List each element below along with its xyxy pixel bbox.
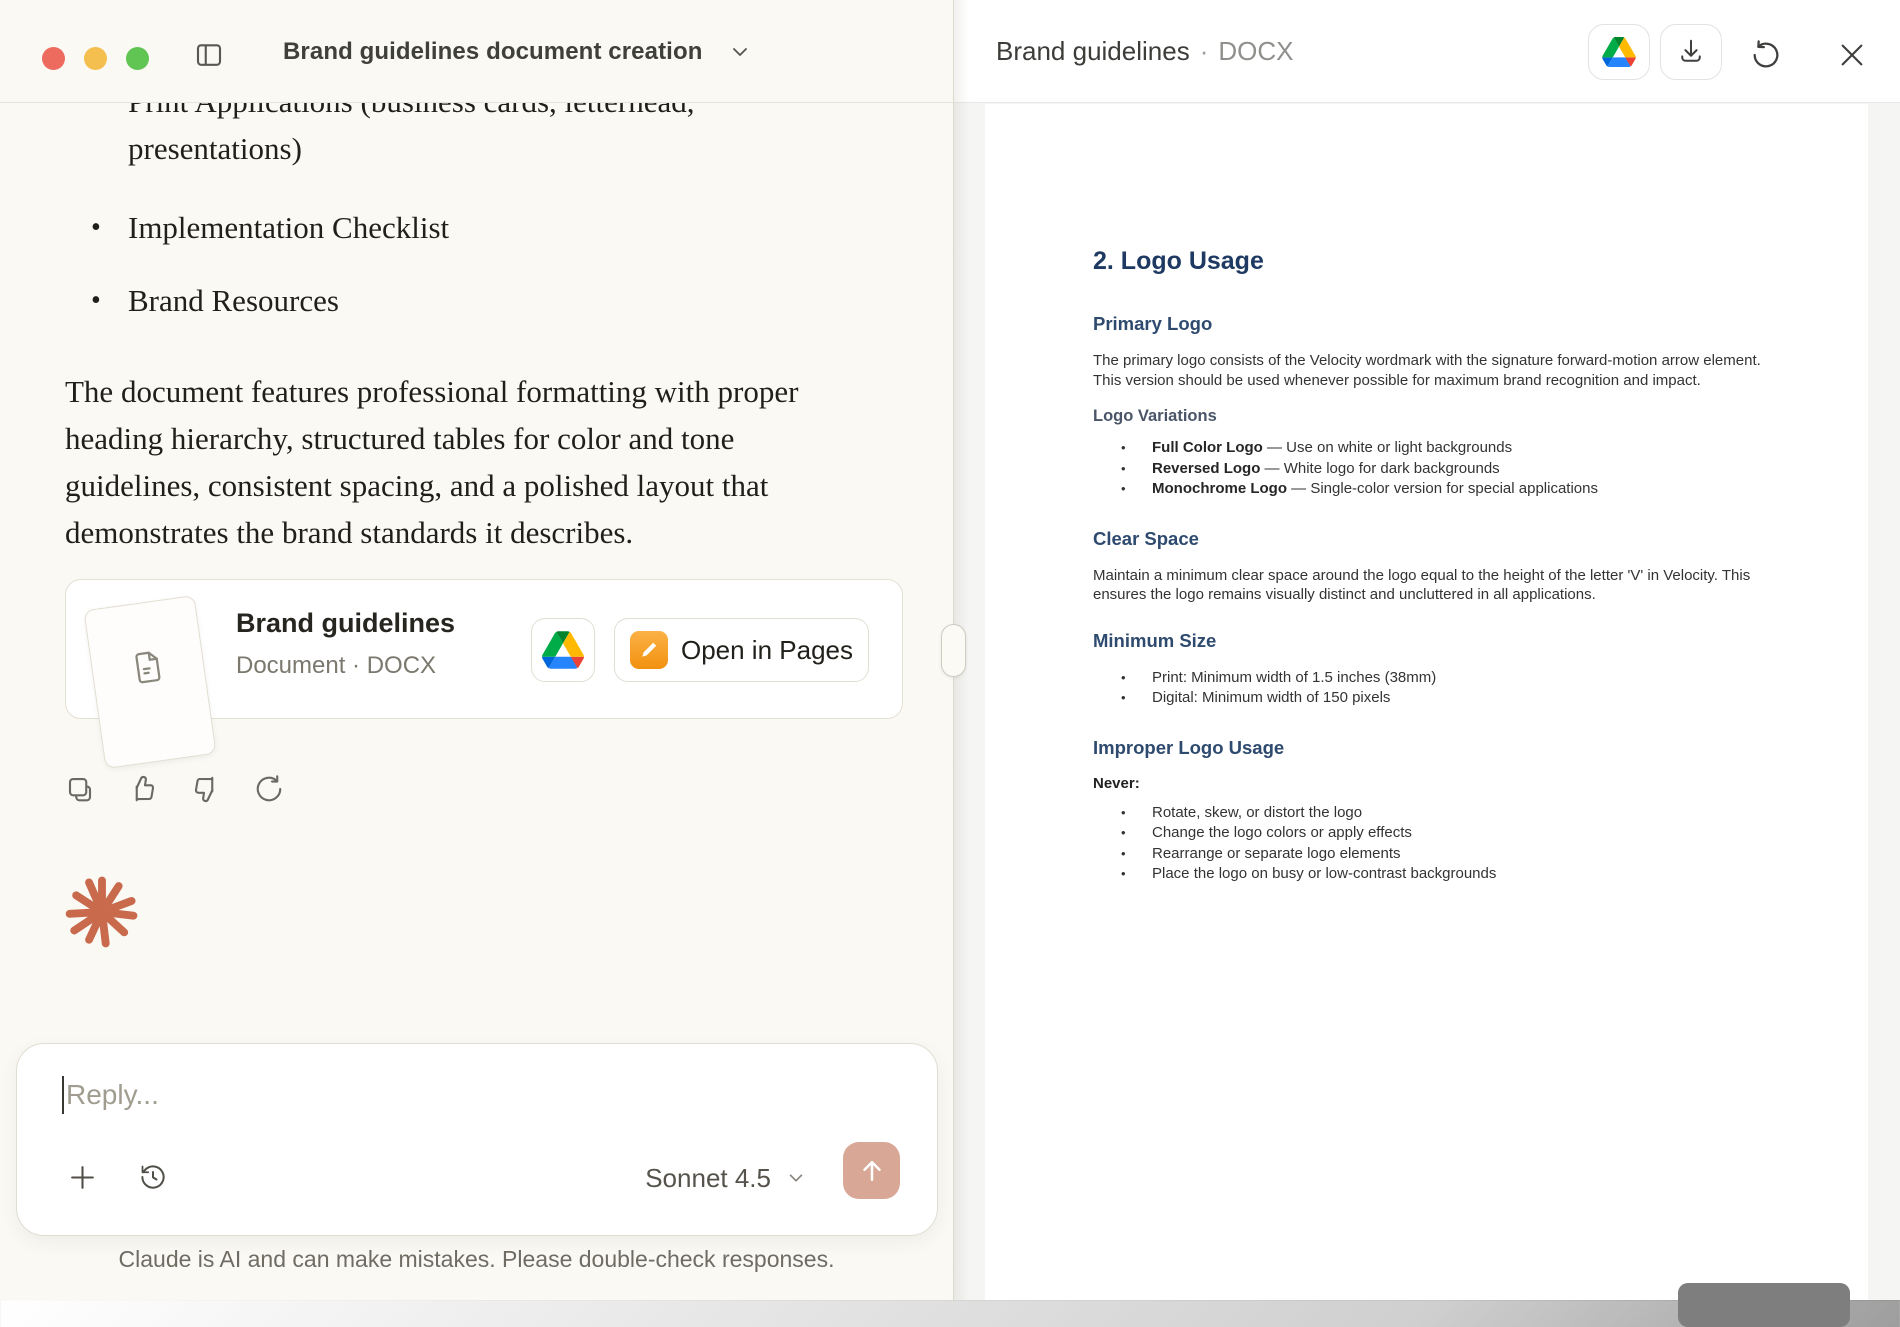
window-minimize-button[interactable] [84, 47, 107, 70]
model-selector[interactable] [645, 1162, 807, 1194]
chat-title: Brand guidelines document creation [283, 37, 703, 65]
list-item: • Reversed Logo — White logo for dark backgrounds [1121, 459, 1500, 477]
reply-composer[interactable] [16, 1043, 938, 1236]
chat-pane [0, 0, 953, 1300]
document-preview-pane [954, 0, 1900, 1300]
model-label: Sonnet 4.5 [645, 1162, 771, 1193]
list-item: • Place the logo on busy or low-contrast backgrounds [1121, 865, 1497, 882]
message-action-row [65, 774, 895, 804]
send-button[interactable] [843, 1142, 900, 1199]
list-item: • Change the logo colors or apply effects [1121, 824, 1412, 841]
window-zoom-button[interactable] [126, 47, 149, 70]
list-item: presentations) [128, 131, 302, 166]
pane-resize-handle[interactable] [941, 624, 966, 677]
google-drive-icon [1602, 37, 1636, 67]
ai-disclaimer: Claude is AI and can make mistakes. Please double-check responses. [118, 1246, 835, 1272]
file-card-meta: Document · DOCX [236, 652, 437, 679]
close-icon[interactable] [1834, 37, 1870, 73]
doc-bullet-list [1093, 438, 1768, 500]
list-item: • Brand Resources [91, 283, 339, 318]
doc-bullet-list [1093, 668, 1768, 709]
doc-subheading-logo-variations: Logo Variations [1093, 407, 1217, 425]
refresh-icon[interactable] [1748, 37, 1784, 73]
open-in-pages-button[interactable] [614, 618, 869, 682]
doc-subheading-minimum-size: Minimum Size [1093, 629, 1217, 651]
document-thumbnail [83, 595, 216, 769]
attach-plus-icon[interactable] [67, 1162, 98, 1193]
doc-paragraph: The primary logo consists of the Velocity wordmark with the signature forward-motion arrow element. This version should be used whenever possible for maximum brand recognition and impact. [1093, 352, 1761, 389]
reply-input[interactable]: Reply... [66, 1079, 159, 1110]
doc-bullet-list [1093, 803, 1768, 885]
model-chevron-down-icon [785, 1167, 807, 1189]
document-page[interactable] [985, 104, 1868, 1300]
file-attachment-card[interactable] [65, 579, 903, 719]
chat-title-chevron-down-icon[interactable] [728, 40, 752, 64]
claude-starburst-logo [65, 875, 139, 949]
pages-app-icon [630, 631, 668, 669]
list-item: • Rotate, skew, or distort the logo [1121, 803, 1363, 821]
preview-toolbar-pill[interactable] [1678, 1283, 1850, 1327]
history-clock-icon[interactable] [138, 1162, 168, 1193]
google-drive-button[interactable] [531, 618, 595, 682]
window-close-button[interactable] [42, 47, 65, 70]
download-icon [1676, 37, 1706, 67]
sidebar-toggle-icon[interactable] [194, 40, 224, 70]
doc-never-label: Never: [1093, 774, 1140, 792]
assistant-paragraph: The document features professional formatting with proper heading hierarchy, structured tables for color and tone guidelines, consistent spacing, and a polished layout that demonstrates the brand standards it describes. [65, 374, 799, 550]
arrow-up-icon [857, 1156, 887, 1186]
save-to-drive-button[interactable] [1588, 24, 1650, 80]
list-item: • Monochrome Logo — Single-color version for special applications [1121, 480, 1598, 497]
text-cursor [62, 1076, 64, 1114]
list-item: • Print: Minimum width of 1.5 inches (38mm) [1121, 668, 1437, 686]
doc-subheading-improper-usage: Improper Logo Usage [1093, 736, 1285, 758]
list-item: • Digital: Minimum width of 150 pixels [1121, 689, 1391, 706]
download-button[interactable] [1660, 24, 1722, 80]
thumbs-up-icon[interactable] [128, 774, 158, 804]
chat-header [0, 0, 953, 103]
doc-section-heading: 2. Logo Usage [1093, 247, 1264, 275]
doc-subheading-primary-logo: Primary Logo [1093, 313, 1213, 334]
document-header-title: Brand guidelines · DOCX [996, 36, 1294, 66]
list-item: • Rearrange or separate logo elements [1121, 844, 1401, 862]
google-drive-icon [542, 631, 584, 669]
list-item: • Implementation Checklist [91, 210, 450, 245]
retry-icon[interactable] [254, 774, 284, 804]
open-in-pages-label: Open in Pages [680, 634, 853, 665]
doc-subheading-clear-space: Clear Space [1093, 527, 1199, 549]
copy-icon[interactable] [65, 774, 95, 804]
document-header [954, 0, 1900, 103]
doc-paragraph: Maintain a minimum clear space around the logo equal to the height of the letter 'V' in Velocity. This ensures the logo remains visually distinct and uncluttered in all applications. [1093, 566, 1751, 603]
thumbs-down-icon[interactable] [191, 774, 221, 804]
file-card-title: Brand guidelines [236, 608, 456, 638]
list-item: • Full Color Logo — Use on white or light backgrounds [1121, 439, 1513, 456]
